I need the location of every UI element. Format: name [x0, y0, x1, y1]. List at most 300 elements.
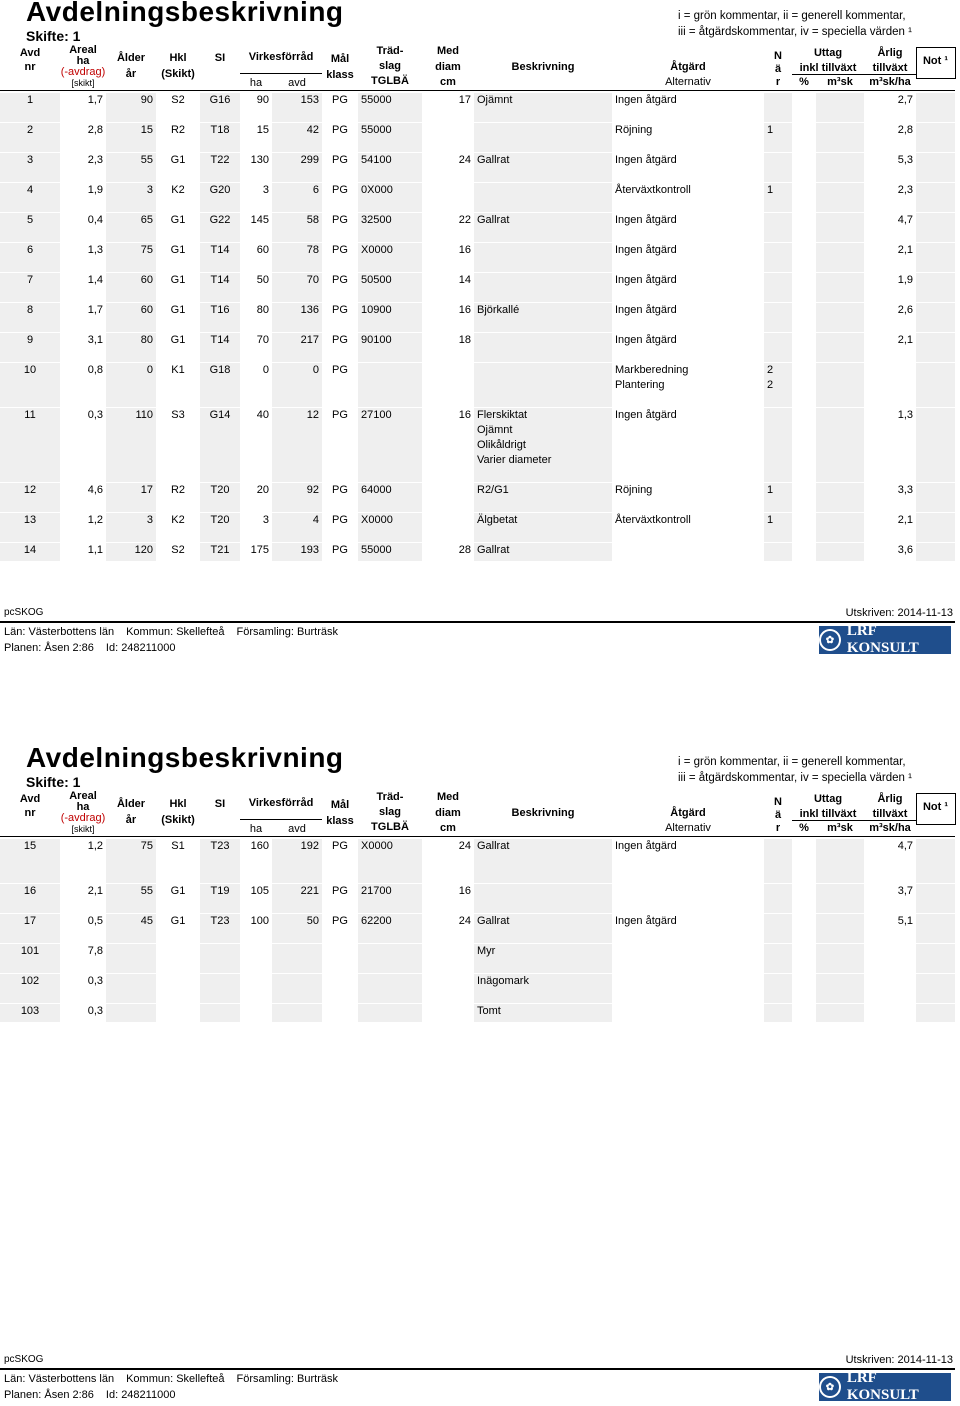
plan-label: Planen: Åsen 2:86	[4, 642, 94, 654]
cell-uttag_pct	[792, 273, 816, 303]
cell-ha: 1,9	[60, 183, 106, 213]
cell-nar	[764, 273, 792, 303]
cell-atgard: Ingen åtgärd	[612, 153, 764, 183]
cell-beskr: Tomt	[474, 1004, 612, 1023]
cell-uttag_pct	[792, 408, 816, 483]
cell-uttag_pct	[792, 914, 816, 944]
header-tradslag-trad: Träd-	[376, 791, 404, 803]
table-row	[0, 303, 955, 333]
cell-uttag_pct	[792, 363, 816, 408]
cell-nar	[764, 884, 792, 914]
cell-hkl: G1	[156, 213, 200, 243]
header-not-box	[916, 793, 956, 825]
cell-uttag_m3	[816, 333, 864, 363]
cell-beskr	[474, 884, 612, 914]
cell-not	[916, 213, 955, 243]
cell-hkl: S3	[156, 408, 200, 483]
cell-ha: 2,3	[60, 153, 106, 183]
cell-vfavd: 92	[272, 483, 322, 513]
cell-vfavd: 58	[272, 213, 322, 243]
cell-alder: 90	[106, 93, 156, 123]
cell-nar	[764, 213, 792, 243]
cell-atgard: Röjning	[612, 123, 764, 153]
cell-diam: 14	[422, 273, 474, 303]
cell-mal: PG	[322, 333, 358, 363]
cell-beskr: Gallrat	[474, 153, 612, 183]
cell-mal: PG	[322, 408, 358, 483]
header-areal-skikt_small: [skikt]	[71, 824, 95, 834]
cell-vfha: 15	[240, 123, 272, 153]
cell-hkl: G1	[156, 914, 200, 944]
cell-arlig	[864, 1004, 916, 1023]
cell-not	[916, 333, 955, 363]
cell-uttag_pct	[792, 123, 816, 153]
plan-label: Planen: Åsen 2:86	[4, 1389, 94, 1401]
cell-atgard: Ingen åtgärd	[612, 914, 764, 944]
cell-tradslag: 64000	[358, 483, 422, 513]
header-not-not: Not ¹	[922, 55, 949, 67]
header-avd-nr: nr	[24, 807, 36, 819]
table-header	[0, 790, 955, 837]
logo-emblem-icon: ✿	[819, 629, 841, 651]
cell-vfha: 80	[240, 303, 272, 333]
cell-ha: 1,3	[60, 243, 106, 273]
cell-hkl: K2	[156, 513, 200, 543]
header-beskrivning-beskrivning: Beskrivning	[511, 807, 575, 819]
legend	[678, 8, 912, 40]
cell-hkl: G1	[156, 153, 200, 183]
table-header	[0, 44, 955, 91]
cell-si: T19	[200, 884, 240, 914]
cell-avd: 5	[0, 213, 60, 243]
header-mal-klass: klass	[326, 815, 354, 827]
cell-mal: PG	[322, 303, 358, 333]
cell-mal	[322, 974, 358, 1004]
cell-uttag_m3	[816, 363, 864, 408]
legend-line-2: iii = åtgärdskommentar, iv = speciella värden ¹	[678, 26, 912, 38]
cell-vfha: 70	[240, 333, 272, 363]
table-row	[0, 183, 955, 213]
cell-atgard: Ingen åtgärd	[612, 839, 764, 884]
cell-atgard	[612, 543, 764, 562]
cell-si: G20	[200, 183, 240, 213]
cell-tradslag: 27100	[358, 408, 422, 483]
cell-atgard: Ingen åtgärd	[612, 408, 764, 483]
cell-avd: 17	[0, 914, 60, 944]
forsamling-label: Församling: Burträsk	[236, 626, 338, 638]
cell-vfavd: 299	[272, 153, 322, 183]
header-uttag-inkl: inkl tillväxt	[799, 62, 857, 74]
cell-uttag_pct	[792, 513, 816, 543]
software-name: pcSKOG	[4, 607, 44, 618]
cell-avd: 14	[0, 543, 60, 562]
header-areal-skikt_small: [skikt]	[71, 78, 95, 88]
table-row	[0, 944, 955, 974]
cell-vfavd: 78	[272, 243, 322, 273]
cell-nar	[764, 93, 792, 123]
cell-vfavd: 4	[272, 513, 322, 543]
plan-line	[4, 1389, 187, 1401]
cell-nar	[764, 914, 792, 944]
cell-beskr	[474, 123, 612, 153]
cell-beskr: R2/G1	[474, 483, 612, 513]
cell-uttag_m3	[816, 123, 864, 153]
cell-mal: PG	[322, 123, 358, 153]
cell-nar	[764, 839, 792, 884]
header-virkesforrad-vf_ha: ha	[249, 823, 263, 835]
location-line	[4, 1373, 350, 1385]
cell-diam: 24	[422, 914, 474, 944]
cell-alder: 110	[106, 408, 156, 483]
cell-uttag_m3	[816, 1004, 864, 1023]
table-row	[0, 974, 955, 1004]
cell-nar: 1	[764, 513, 792, 543]
table-row	[0, 1004, 955, 1023]
cell-avd: 2	[0, 123, 60, 153]
header-alder-alder: Ålder	[116, 798, 146, 810]
table-row	[0, 273, 955, 303]
cell-hkl: G1	[156, 884, 200, 914]
cell-nar: 1	[764, 483, 792, 513]
cell-vfha: 3	[240, 183, 272, 213]
lan-label: Län: Västerbottens län	[4, 1373, 115, 1385]
table-row	[0, 543, 955, 562]
id-label: Id: 248211000	[105, 642, 176, 654]
header-rule	[864, 74, 916, 75]
cell-arlig: 3,7	[864, 884, 916, 914]
cell-mal: PG	[322, 513, 358, 543]
cell-nar	[764, 243, 792, 273]
header-virkesforrad-virkesforrad: Virkesförråd	[248, 797, 314, 809]
cell-nar	[764, 408, 792, 483]
table-row	[0, 884, 955, 914]
cell-mal: PG	[322, 243, 358, 273]
cell-vfha: 3	[240, 513, 272, 543]
cell-vfha: 90	[240, 93, 272, 123]
cell-diam	[422, 944, 474, 974]
page-title: Avdelningsbeskrivning	[26, 0, 344, 27]
cell-arlig: 2,1	[864, 513, 916, 543]
cell-beskr: Myr	[474, 944, 612, 974]
cell-avd: 13	[0, 513, 60, 543]
table-row	[0, 363, 955, 408]
cell-si: T20	[200, 483, 240, 513]
header-si-si: SI	[214, 798, 226, 810]
cell-tradslag: 62200	[358, 914, 422, 944]
cell-beskr: Gallrat	[474, 543, 612, 562]
cell-si: T20	[200, 513, 240, 543]
cell-alder: 75	[106, 839, 156, 884]
cell-si	[200, 974, 240, 1004]
cell-uttag_pct	[792, 183, 816, 213]
cell-diam	[422, 123, 474, 153]
cell-diam: 18	[422, 333, 474, 363]
header-hkl-hkl: Hkl	[169, 52, 187, 64]
header-si-si: SI	[214, 52, 226, 64]
cell-ha: 1,2	[60, 513, 106, 543]
cell-alder: 17	[106, 483, 156, 513]
header-diam-diam: diam	[435, 61, 461, 73]
header-atgard-alternativ: Alternativ	[665, 822, 711, 834]
cell-diam: 16	[422, 408, 474, 483]
footer-divider	[0, 621, 955, 623]
table-row	[0, 333, 955, 363]
cell-mal: PG	[322, 93, 358, 123]
cell-mal: PG	[322, 483, 358, 513]
cell-avd: 11	[0, 408, 60, 483]
header-arlig-m3skha: m³sk/ha	[869, 822, 911, 834]
plan-line	[4, 642, 187, 654]
cell-mal: PG	[322, 273, 358, 303]
cell-vfha: 175	[240, 543, 272, 562]
cell-ha: 2,8	[60, 123, 106, 153]
cell-atgard: Ingen åtgärd	[612, 333, 764, 363]
cell-ha: 7,8	[60, 944, 106, 974]
cell-uttag_m3	[816, 974, 864, 1004]
cell-beskr	[474, 333, 612, 363]
cell-si	[200, 944, 240, 974]
header-uttag-m3sk: m³sk	[827, 76, 853, 88]
cell-si: G16	[200, 93, 240, 123]
cell-ha: 1,7	[60, 93, 106, 123]
cell-diam: 28	[422, 543, 474, 562]
header-uttag-uttag: Uttag	[813, 47, 843, 59]
cell-tradslag	[358, 944, 422, 974]
header-arlig-arlig: Årlig	[877, 47, 903, 59]
header-uttag-uttag: Uttag	[813, 793, 843, 805]
cell-atgard: Röjning	[612, 483, 764, 513]
cell-tradslag: 21700	[358, 884, 422, 914]
legend-line-1: i = grön kommentar, ii = generell kommentar,	[678, 756, 906, 768]
header-rule	[792, 820, 864, 821]
cell-atgard	[612, 974, 764, 1004]
cell-vfha: 105	[240, 884, 272, 914]
header-bottom-rule	[0, 90, 955, 91]
cell-si: G14	[200, 408, 240, 483]
table-row	[0, 153, 955, 183]
cell-mal: PG	[322, 914, 358, 944]
cell-hkl	[156, 974, 200, 1004]
cell-diam	[422, 483, 474, 513]
cell-not	[916, 543, 955, 562]
cell-mal	[322, 944, 358, 974]
header-areal-avdrag: (-avdrag)	[60, 812, 106, 824]
cell-si: T14	[200, 273, 240, 303]
cell-uttag_m3	[816, 543, 864, 562]
cell-mal: PG	[322, 153, 358, 183]
cell-ha: 0,3	[60, 1004, 106, 1023]
cell-vfavd: 12	[272, 408, 322, 483]
cell-uttag_m3	[816, 93, 864, 123]
cell-vfavd: 217	[272, 333, 322, 363]
cell-ha: 1,4	[60, 273, 106, 303]
cell-alder	[106, 974, 156, 1004]
page-1	[0, 0, 960, 700]
cell-atgard: Ingen åtgärd	[612, 303, 764, 333]
cell-uttag_m3	[816, 303, 864, 333]
cell-hkl: K2	[156, 183, 200, 213]
page-title: Avdelningsbeskrivning	[26, 742, 344, 773]
legend	[678, 754, 912, 786]
cell-vfavd: 221	[272, 884, 322, 914]
cell-not	[916, 408, 955, 483]
cell-mal: PG	[322, 363, 358, 408]
cell-beskr	[474, 273, 612, 303]
cell-vfavd: 193	[272, 543, 322, 562]
header-rule	[792, 74, 864, 75]
header-hkl-skikt: (Skikt)	[161, 814, 195, 826]
cell-avd: 1	[0, 93, 60, 123]
header-virkesforrad-vf_avd: avd	[288, 77, 306, 89]
cell-uttag_pct	[792, 884, 816, 914]
cell-uttag_pct	[792, 1004, 816, 1023]
header-tradslag-trad: Träd-	[376, 45, 404, 57]
cell-nar	[764, 1004, 792, 1023]
cell-nar	[764, 153, 792, 183]
cell-vfha: 160	[240, 839, 272, 884]
cell-ha: 3,1	[60, 333, 106, 363]
cell-uttag_pct	[792, 333, 816, 363]
cell-mal	[322, 1004, 358, 1023]
table-row	[0, 839, 955, 884]
cell-avd: 15	[0, 839, 60, 884]
cell-vfavd: 6	[272, 183, 322, 213]
header-atgard-alternativ: Alternativ	[665, 76, 711, 88]
cell-atgard: Återväxtkontroll	[612, 513, 764, 543]
cell-vfavd	[272, 944, 322, 974]
cell-tradslag: X0000	[358, 513, 422, 543]
cell-not	[916, 483, 955, 513]
header-nar-a: ä	[774, 809, 782, 821]
cell-avd: 102	[0, 974, 60, 1004]
header-arlig-tillvaxt: tillväxt	[872, 62, 908, 74]
cell-not	[916, 273, 955, 303]
cell-avd: 12	[0, 483, 60, 513]
cell-avd: 103	[0, 1004, 60, 1023]
cell-not	[916, 123, 955, 153]
cell-tradslag	[358, 363, 422, 408]
company-logo	[819, 623, 951, 656]
cell-arlig: 5,3	[864, 153, 916, 183]
cell-tradslag: 10900	[358, 303, 422, 333]
header-diam-cm: cm	[440, 822, 456, 834]
cell-mal: PG	[322, 839, 358, 884]
cell-atgard: Markberedning Plantering	[612, 363, 764, 408]
cell-beskr	[474, 363, 612, 408]
lan-label: Län: Västerbottens län	[4, 626, 115, 638]
cell-arlig: 1,9	[864, 273, 916, 303]
cell-hkl	[156, 1004, 200, 1023]
cell-beskr: Inägomark	[474, 974, 612, 1004]
cell-alder: 60	[106, 303, 156, 333]
cell-arlig: 1,3	[864, 408, 916, 483]
cell-ha: 0,3	[60, 974, 106, 1004]
cell-alder: 55	[106, 153, 156, 183]
cell-arlig: 2,3	[864, 183, 916, 213]
cell-vfha	[240, 1004, 272, 1023]
cell-alder: 55	[106, 884, 156, 914]
cell-not	[916, 944, 955, 974]
cell-alder: 45	[106, 914, 156, 944]
header-arlig-tillvaxt: tillväxt	[872, 808, 908, 820]
cell-si: T21	[200, 543, 240, 562]
cell-ha: 1,2	[60, 839, 106, 884]
header-mal-mal: Mål	[330, 53, 350, 65]
cell-vfha: 145	[240, 213, 272, 243]
cell-beskr	[474, 243, 612, 273]
cell-ha: 0,3	[60, 408, 106, 483]
cell-arlig: 4,7	[864, 213, 916, 243]
cell-uttag_m3	[816, 183, 864, 213]
cell-avd: 8	[0, 303, 60, 333]
cell-hkl	[156, 944, 200, 974]
kommun-label: Kommun: Skellefteå	[126, 626, 225, 638]
header-virkesforrad-virkesforrad: Virkesförråd	[248, 51, 314, 63]
cell-uttag_pct	[792, 93, 816, 123]
cell-ha: 1,7	[60, 303, 106, 333]
cell-uttag_pct	[792, 243, 816, 273]
cell-vfha: 40	[240, 408, 272, 483]
cell-not	[916, 93, 955, 123]
cell-atgard	[612, 944, 764, 974]
cell-si: T23	[200, 914, 240, 944]
cell-alder	[106, 944, 156, 974]
header-beskrivning-beskrivning: Beskrivning	[511, 61, 575, 73]
cell-si: T16	[200, 303, 240, 333]
cell-tradslag: 55000	[358, 123, 422, 153]
cell-vfavd: 136	[272, 303, 322, 333]
header-areal-ha: ha	[76, 801, 90, 813]
cell-diam: 17	[422, 93, 474, 123]
header-alder-ar: år	[125, 814, 137, 826]
cell-arlig: 2,7	[864, 93, 916, 123]
cell-nar: 2 2	[764, 363, 792, 408]
header-uttag-inkl: inkl tillväxt	[799, 808, 857, 820]
cell-si: T22	[200, 153, 240, 183]
cell-atgard: Ingen åtgärd	[612, 93, 764, 123]
cell-vfha	[240, 944, 272, 974]
cell-tradslag	[358, 1004, 422, 1023]
cell-vfavd: 0	[272, 363, 322, 408]
header-mal-mal: Mål	[330, 799, 350, 811]
header-hkl-skikt: (Skikt)	[161, 68, 195, 80]
cell-tradslag: 90100	[358, 333, 422, 363]
cell-mal: PG	[322, 213, 358, 243]
table-row	[0, 93, 955, 123]
header-virkesforrad-vf_ha: ha	[249, 77, 263, 89]
cell-not	[916, 183, 955, 213]
cell-alder: 3	[106, 183, 156, 213]
cell-ha: 0,4	[60, 213, 106, 243]
cell-diam: 22	[422, 213, 474, 243]
legend-line-1: i = grön kommentar, ii = generell kommentar,	[678, 10, 906, 22]
cell-si: T23	[200, 839, 240, 884]
header-rule	[240, 819, 322, 820]
cell-diam: 16	[422, 884, 474, 914]
header-areal-areal: Areal	[69, 790, 97, 802]
location-line	[4, 626, 350, 638]
cell-uttag_pct	[792, 153, 816, 183]
cell-not	[916, 243, 955, 273]
cell-not	[916, 914, 955, 944]
header-avd-avd: Avd	[19, 793, 41, 805]
header-virkesforrad-vf_avd: avd	[288, 823, 306, 835]
cell-tradslag: 55000	[358, 543, 422, 562]
header-arlig-arlig: Årlig	[877, 793, 903, 805]
table-row	[0, 243, 955, 273]
cell-uttag_pct	[792, 543, 816, 562]
header-rule	[864, 820, 916, 821]
